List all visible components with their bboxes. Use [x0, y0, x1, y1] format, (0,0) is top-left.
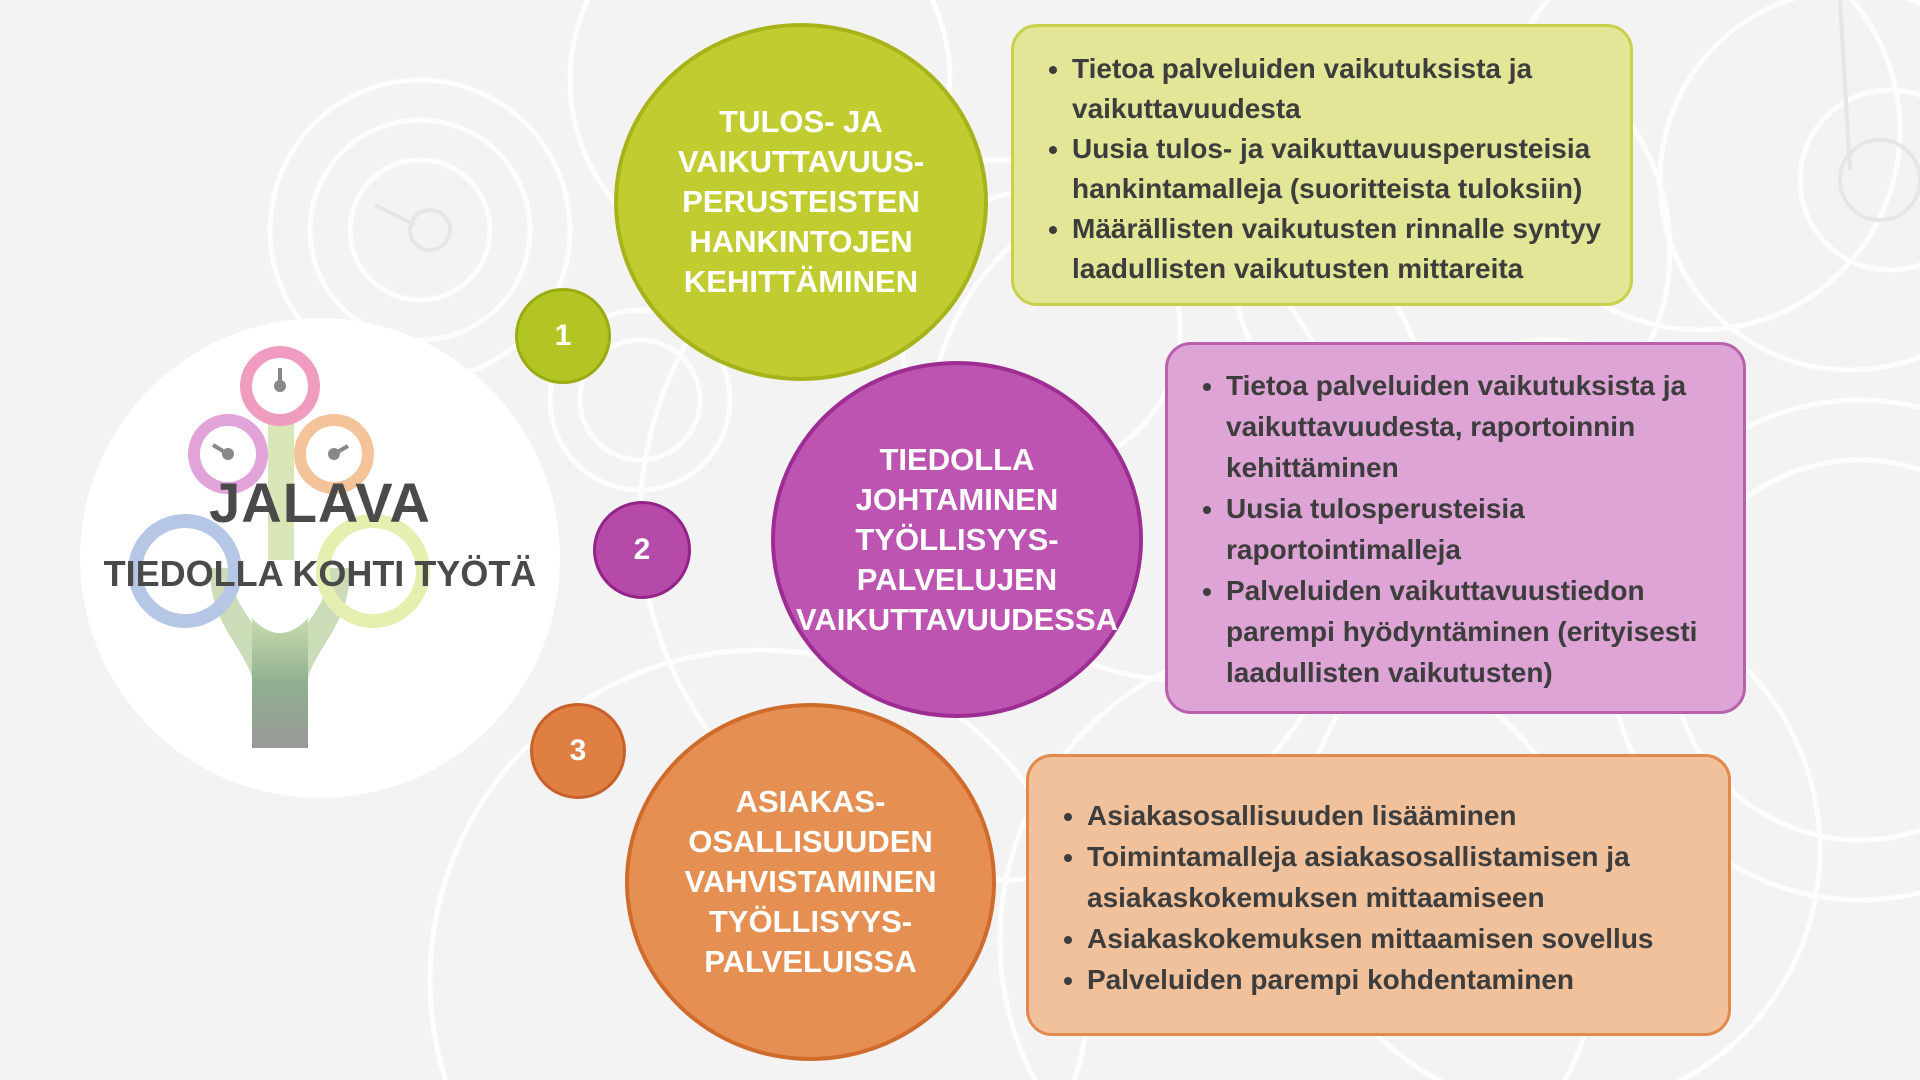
theme-title-3: ASIAKAS- OSALLISUUDEN VAHVISTAMINEN TYÖLLISYYS- PALVELUISSA — [684, 784, 937, 979]
bullet-item: • Asiakasosallisuuden lisääminen — [1087, 795, 1708, 836]
bullet-box-1 — [1011, 24, 1633, 306]
bullet-list-2 — [1192, 365, 1723, 693]
bullet-item: • Palveluiden parempi kohdentaminen — [1087, 959, 1708, 1000]
theme-circle-2 — [771, 361, 1143, 718]
step-number-2: 2 — [593, 501, 691, 599]
bullet-list-1 — [1038, 49, 1610, 289]
bullet-item: • Asiakaskokemuksen mittaamisen sovellus — [1087, 918, 1708, 959]
bullet-item: • Uusia tulos- ja vaikuttavuusperusteisia hankintamalleja (suoritteista tuloksiin) — [1072, 129, 1610, 209]
logo-title: JALAVA — [209, 471, 431, 534]
bullet-item: • Uusia tulosperusteisia raportointimalleja — [1226, 488, 1723, 570]
theme-title-2: TIEDOLLA JOHTAMINEN TYÖLLISYYS- PALVELUJEN VAIKUTTAVUUDESSA — [795, 441, 1119, 637]
logo-subtitle: TIEDOLLA KOHTI TYÖTÄ — [103, 553, 537, 594]
theme-circle-3 — [625, 703, 996, 1061]
bullet-item: • Toimintamalleja asiakasosallistamisen ja asiakaskokemuksen mittaamiseen — [1087, 836, 1708, 918]
bullet-item: • Tietoa palveluiden vaikutuksista ja vaikuttavuudesta, raportoinnin kehittäminen — [1226, 365, 1723, 488]
bullet-item: • Tietoa palveluiden vaikutuksista ja vaikuttavuudesta — [1072, 49, 1610, 129]
theme-title-1: TULOS- JA VAIKUTTAVUUS- PERUSTEISTEN HANKINTOJEN KEHITTÄMINEN — [677, 104, 925, 299]
bullet-item: • Määrällisten vaikutusten rinnalle syntyy laadullisten vaikutusten mittareita — [1072, 209, 1610, 289]
theme-circle-1 — [614, 23, 988, 381]
bullet-box-2 — [1165, 342, 1746, 714]
bullet-box-3 — [1026, 754, 1731, 1036]
bullet-item: • Palveluiden vaikuttavuustiedon parempi hyödyntäminen (erityisesti laadullisten vaikutusten) — [1226, 570, 1723, 693]
step-number-3: 3 — [530, 703, 626, 799]
step-number-1: 1 — [515, 288, 611, 384]
bullet-list-3 — [1053, 795, 1708, 1000]
